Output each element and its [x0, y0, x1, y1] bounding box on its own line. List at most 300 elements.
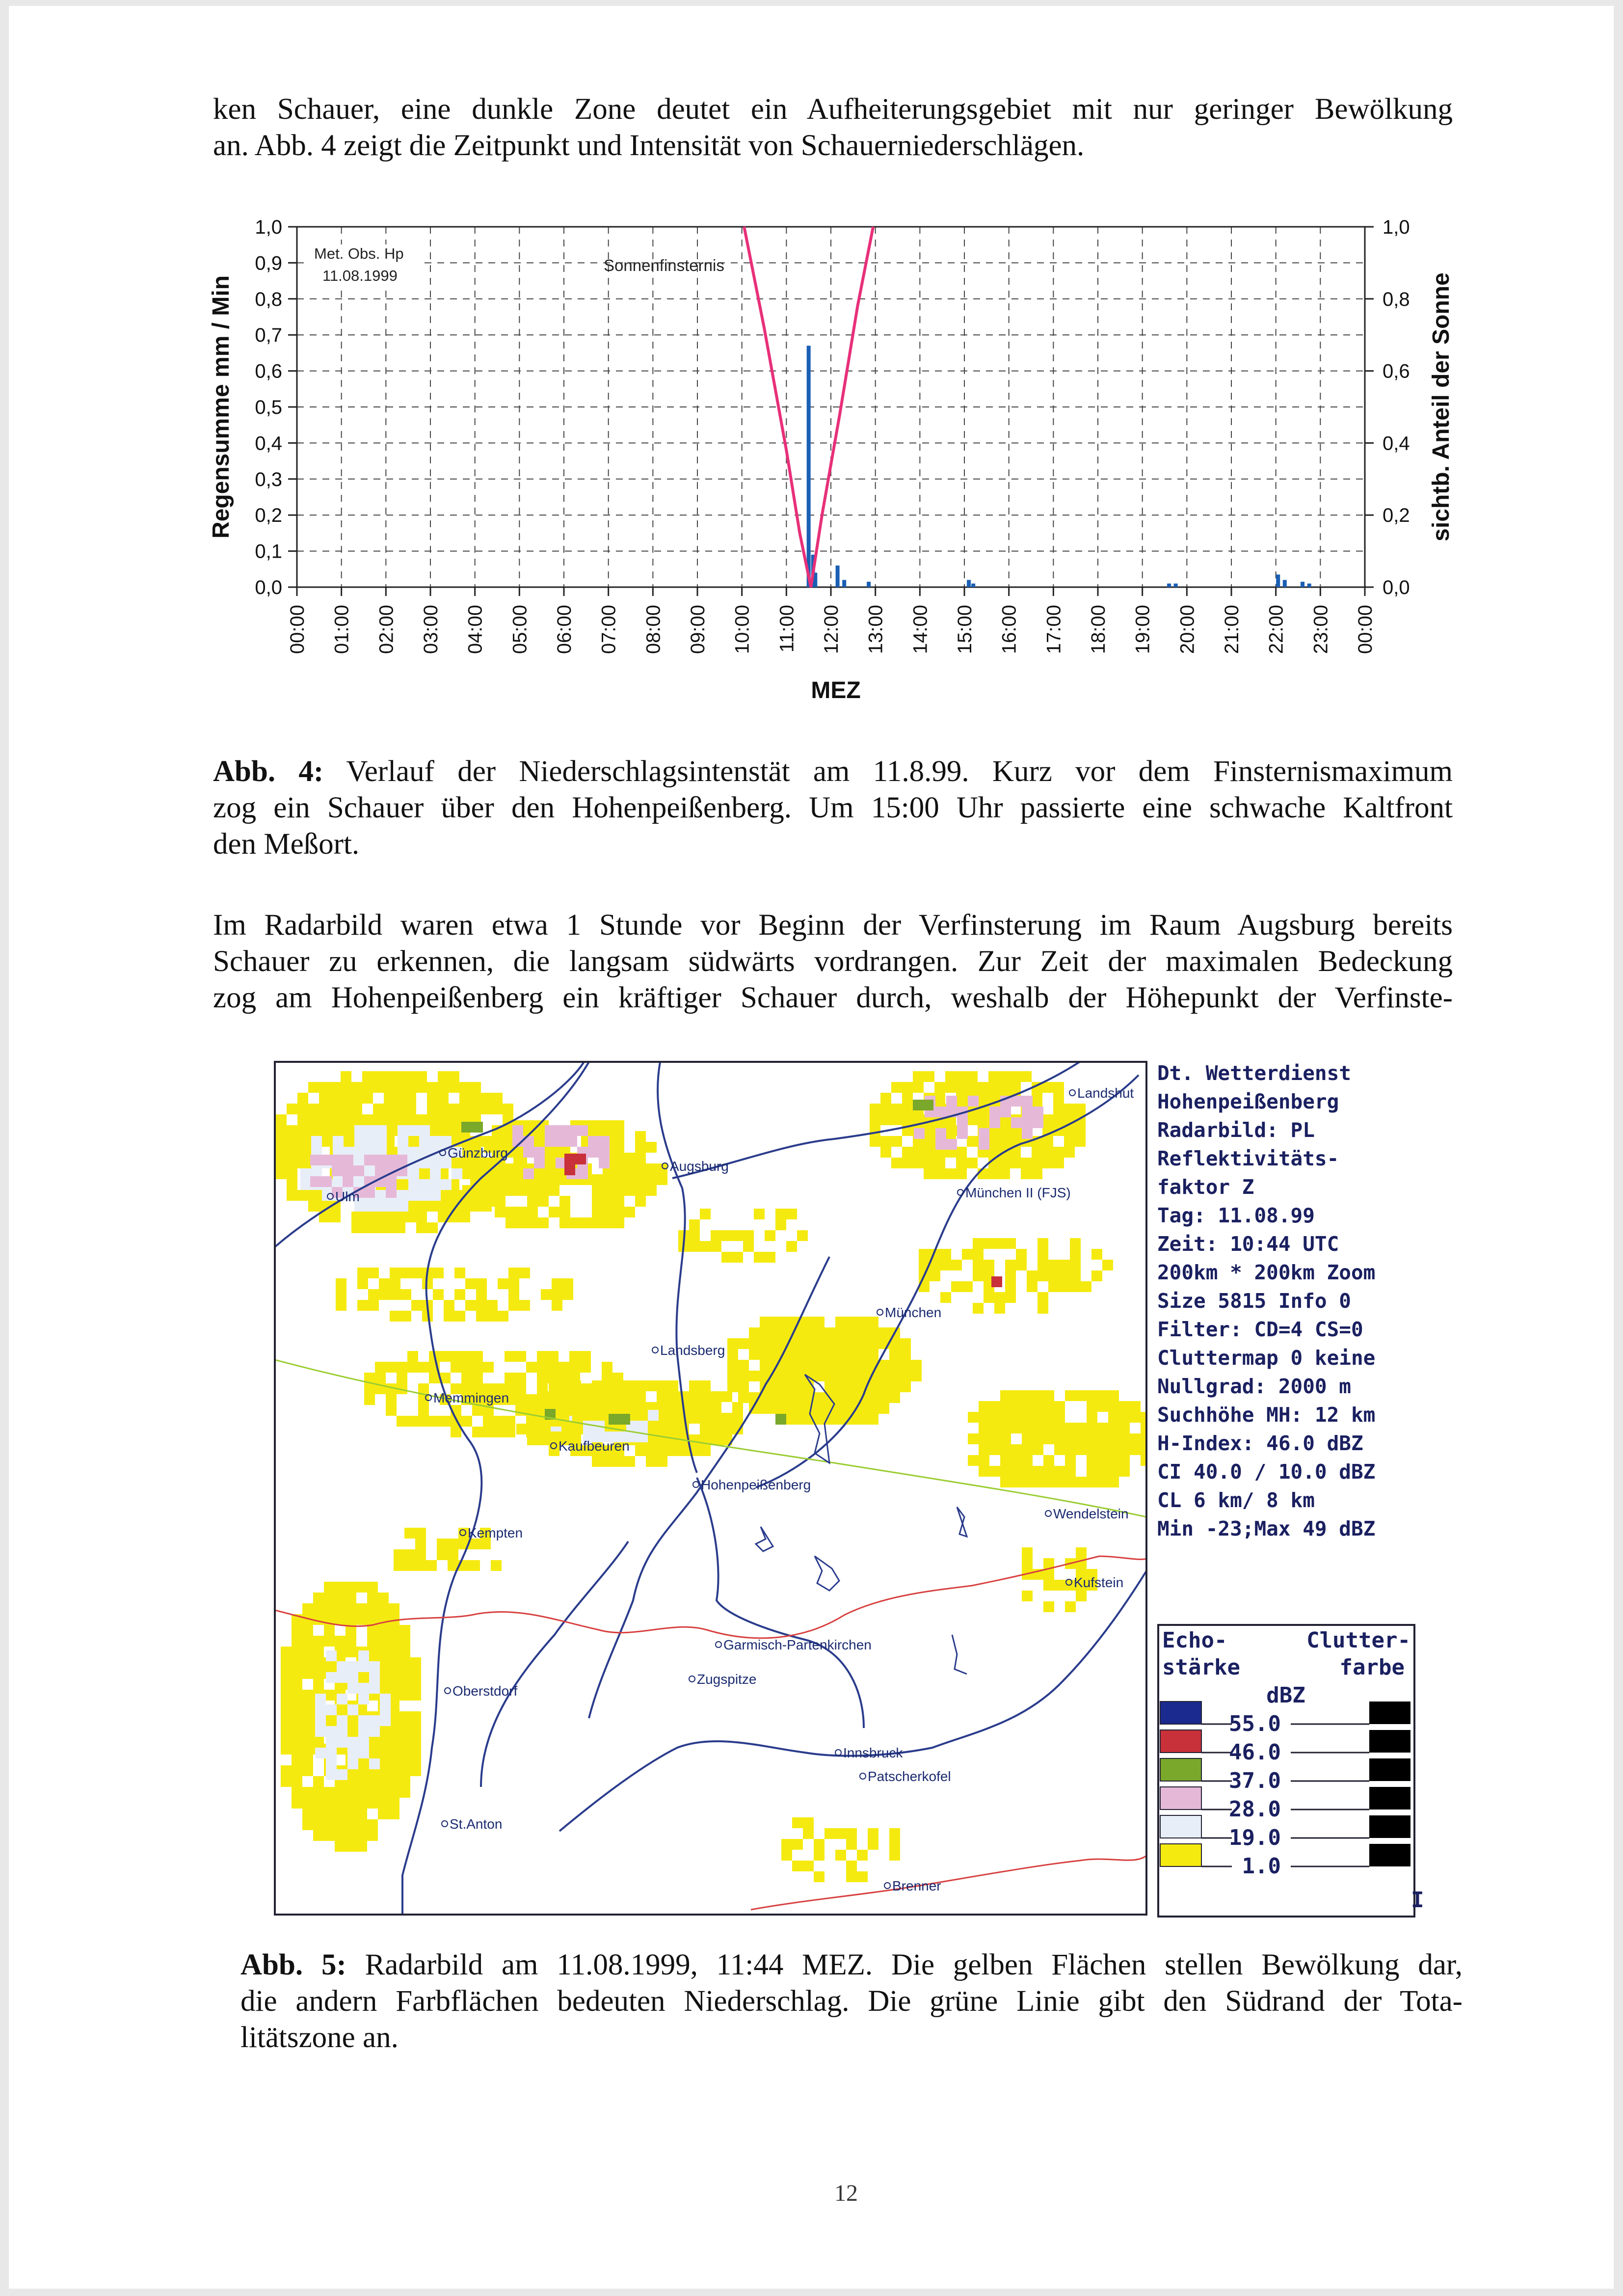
- echo-cell: [461, 1122, 472, 1133]
- echo-cell: [868, 1392, 878, 1403]
- echo-cell: [440, 1416, 451, 1427]
- echo-cell: [635, 1163, 646, 1174]
- echo-cell: [689, 1219, 700, 1230]
- echo-cell: [326, 1726, 337, 1737]
- echo-cell: [825, 1360, 835, 1371]
- echo-cell: [302, 1798, 313, 1809]
- echo-cell: [1054, 1444, 1065, 1455]
- echo-cell: [399, 1636, 410, 1647]
- echo-cell: [1010, 1071, 1021, 1082]
- echo-cell: [302, 1722, 313, 1733]
- echo-cell: [754, 1252, 765, 1263]
- info-line: faktor Z: [1157, 1175, 1254, 1199]
- echo-cell: [357, 1268, 368, 1278]
- echo-cell: [430, 1190, 441, 1201]
- echo-cell: [1043, 1412, 1054, 1423]
- echo-cell: [319, 1104, 330, 1114]
- echo-cell: [448, 1539, 458, 1549]
- echo-cell: [1087, 1444, 1097, 1455]
- echo-cell: [900, 1349, 911, 1360]
- echo-cell: [771, 1317, 781, 1327]
- echo-cell: [835, 1403, 846, 1414]
- echo-cell: [1087, 1401, 1097, 1412]
- echo-cell: [727, 1381, 738, 1392]
- echo-cell: [375, 1373, 386, 1383]
- echo-cell: [857, 1317, 868, 1327]
- echo-cell: [991, 1276, 1002, 1287]
- echo-cell: [404, 1560, 415, 1571]
- echo-cell: [1042, 1158, 1053, 1168]
- echo-cell: [527, 1196, 538, 1207]
- city-label: Landsberg: [660, 1343, 725, 1358]
- echo-cell: [461, 1416, 472, 1427]
- echo-cell: [1065, 1423, 1076, 1433]
- echo-cell: [635, 1185, 646, 1196]
- echo-cell: [978, 1093, 988, 1104]
- echo-cell: [430, 1136, 441, 1147]
- echo-cell: [738, 1338, 749, 1349]
- echo-cell: [1000, 1107, 1011, 1117]
- echo-cell: [389, 1755, 399, 1765]
- echo-cell: [891, 1136, 902, 1147]
- echo-cell: [878, 1392, 889, 1403]
- echo-cell: [367, 1787, 378, 1798]
- echo-cell: [792, 1414, 803, 1425]
- echo-cell: [356, 1841, 367, 1852]
- echo-cell: [870, 1104, 880, 1114]
- echo-cell: [346, 1614, 356, 1625]
- echo-cell: [492, 1093, 503, 1104]
- echo-cell: [302, 1701, 313, 1711]
- echo-cell: [667, 1445, 678, 1456]
- echo-cell: [389, 1647, 399, 1657]
- radar-info-block: [1157, 1061, 1375, 1540]
- echo-cell: [580, 1405, 591, 1416]
- echo-cell: [481, 1093, 492, 1104]
- echo-cell: [911, 1371, 922, 1381]
- echo-cell: [1022, 1128, 1033, 1139]
- echo-cell: [1059, 1260, 1070, 1270]
- echo-cell: [386, 1187, 397, 1198]
- echo-cell: [319, 1125, 330, 1136]
- echo-cell: [711, 1402, 721, 1413]
- echo-cell: [527, 1207, 538, 1217]
- echo-cell: [395, 1093, 405, 1104]
- echo-cell: [979, 1128, 989, 1139]
- echo-cell: [781, 1317, 792, 1327]
- echo-cell: [534, 1147, 545, 1158]
- echo-cell: [324, 1625, 335, 1636]
- echo-cell: [760, 1349, 771, 1360]
- echo-cell: [911, 1360, 922, 1371]
- echo-cell: [994, 1292, 1005, 1303]
- echo-cell: [612, 1383, 623, 1394]
- echo-cell: [405, 1071, 416, 1082]
- echo-cell: [302, 1787, 313, 1798]
- echo-cell: [526, 1427, 537, 1437]
- echo-cell: [508, 1289, 519, 1300]
- echo-cell: [825, 1349, 835, 1360]
- echo-cell: [889, 1381, 900, 1392]
- echo-cell: [335, 1798, 346, 1809]
- echo-cell: [378, 1593, 389, 1603]
- echo-cell: [302, 1819, 313, 1830]
- echo-cell: [924, 1125, 934, 1136]
- echo-cell: [358, 1748, 369, 1758]
- echo-cell: [635, 1174, 646, 1185]
- echo-cell: [454, 1268, 465, 1278]
- echo-cell: [386, 1155, 397, 1165]
- echo-cell: [297, 1158, 308, 1168]
- echo-cell: [281, 1668, 292, 1679]
- echo-cell: [358, 1650, 369, 1661]
- echo-cell: [575, 1154, 586, 1164]
- echo-cell: [427, 1104, 438, 1114]
- echo-cell: [803, 1861, 814, 1871]
- echo-cell: [365, 1201, 376, 1212]
- echo-cell: [613, 1207, 624, 1217]
- echo-cell: [384, 1104, 395, 1114]
- echo-cell: [603, 1185, 613, 1196]
- x-tick-label: 13:00: [865, 605, 887, 654]
- echo-cell: [646, 1174, 657, 1185]
- echo-cell: [441, 1179, 452, 1190]
- echo-cell: [292, 1690, 302, 1701]
- clutter-swatch: [1369, 1730, 1410, 1753]
- echo-cell: [1054, 1466, 1065, 1477]
- echo-cell: [956, 1168, 967, 1179]
- echo-cell: [369, 1758, 380, 1769]
- echo-cell: [276, 1136, 287, 1147]
- echo-cell: [689, 1391, 700, 1402]
- echo-cell: [646, 1456, 657, 1467]
- echo-cell: [287, 1168, 297, 1179]
- echo-cell: [390, 1311, 400, 1322]
- echo-cell: [433, 1268, 444, 1278]
- x-tick-label: 04:00: [464, 605, 486, 654]
- echo-cell: [335, 1787, 346, 1798]
- echo-cell: [1119, 1455, 1130, 1466]
- echo-cell: [373, 1114, 384, 1125]
- echo-cell: [356, 1614, 367, 1625]
- echo-cell: [989, 1401, 1000, 1412]
- echo-cell: [1087, 1412, 1097, 1423]
- echo-cell: [1119, 1433, 1130, 1444]
- echo-cell: [602, 1383, 612, 1394]
- echo-cell: [397, 1416, 407, 1427]
- echo-cell: [857, 1338, 868, 1349]
- echo-cell: [364, 1383, 375, 1394]
- echo-cell: [989, 1412, 1000, 1423]
- echo-cell: [376, 1190, 387, 1201]
- echo-cell: [399, 1765, 410, 1776]
- echo-cell: [379, 1278, 390, 1289]
- echo-cell: [1097, 1423, 1108, 1433]
- echo-cell: [1087, 1477, 1097, 1487]
- clutter-swatch: [1369, 1758, 1410, 1781]
- echo-cell: [988, 1168, 999, 1179]
- echo-cell: [315, 1726, 326, 1737]
- echo-cell: [765, 1252, 775, 1263]
- echo-cell: [341, 1093, 351, 1104]
- echo-cell: [880, 1104, 891, 1114]
- echo-cell: [623, 1394, 634, 1405]
- echo-cell: [483, 1416, 494, 1427]
- echo-cell: [994, 1238, 1005, 1249]
- echo-cell: [407, 1351, 418, 1362]
- echo-cell: [362, 1093, 373, 1104]
- echo-cell: [1108, 1444, 1119, 1455]
- echo-cell: [667, 1413, 678, 1424]
- echo-cell: [506, 1163, 516, 1174]
- echo-cell: [506, 1185, 516, 1196]
- echo-cell: [410, 1722, 421, 1733]
- echo-cell: [552, 1300, 562, 1311]
- echo-cell: [792, 1360, 803, 1371]
- echo-cell: [1048, 1270, 1059, 1281]
- echo-cell: [868, 1403, 878, 1414]
- echo-cell: [957, 1128, 968, 1139]
- echo-cell: [967, 1082, 978, 1093]
- echo-cell: [775, 1209, 786, 1219]
- echo-cell: [973, 1270, 984, 1281]
- echo-cell: [353, 1165, 364, 1176]
- echo-cell: [410, 1690, 421, 1701]
- fig5-caption: [240, 1947, 1463, 2056]
- echo-cell: [624, 1153, 635, 1163]
- echo-cell: [846, 1327, 857, 1338]
- echo-cell: [878, 1327, 889, 1338]
- echo-cell: [814, 1414, 825, 1425]
- x-tick-label: 07:00: [598, 605, 620, 654]
- echo-cell: [902, 1082, 913, 1093]
- echo-cell: [803, 1349, 814, 1360]
- echo-cell: [416, 1201, 427, 1212]
- caption-line: litätszone an.: [240, 2021, 399, 2054]
- echo-cell: [357, 1300, 368, 1311]
- echo-cell: [308, 1082, 319, 1093]
- echo-cell: [951, 1260, 962, 1270]
- echo-cell: [292, 1668, 302, 1679]
- echo-cell: [1108, 1433, 1119, 1444]
- echo-cell: [343, 1165, 353, 1176]
- city-label: Garmisch-Partenkirchen: [723, 1637, 872, 1652]
- echo-cell: [367, 1798, 378, 1809]
- echo-cell: [276, 1125, 287, 1136]
- echo-cell: [416, 1114, 427, 1125]
- echo-cell: [311, 1136, 322, 1147]
- echo-cell: [410, 1744, 421, 1755]
- echo-cell: [1032, 1168, 1042, 1179]
- echo-cell: [1033, 1444, 1043, 1455]
- echo-cell: [358, 1694, 369, 1704]
- echo-cell: [711, 1391, 721, 1402]
- echo-cell: [1022, 1466, 1033, 1477]
- x-tick-label: 00:00: [1355, 605, 1376, 654]
- echo-cell: [438, 1104, 449, 1114]
- echo-cell: [426, 1560, 437, 1571]
- echo-swatch: [1160, 1815, 1201, 1838]
- echo-cell: [1011, 1444, 1022, 1455]
- echo-cell: [378, 1625, 389, 1636]
- echo-cell: [635, 1153, 646, 1163]
- echo-cell: [559, 1373, 569, 1383]
- echo-cell: [324, 1582, 335, 1593]
- echo-cell: [405, 1114, 416, 1125]
- echo-cell: [308, 1190, 319, 1201]
- echo-cell: [1108, 1466, 1119, 1477]
- echo-cell: [1053, 1114, 1064, 1125]
- echo-cell: [335, 1614, 346, 1625]
- echo-cell: [1033, 1433, 1043, 1444]
- echo-cell: [760, 1317, 771, 1327]
- echo-cell: [902, 1093, 913, 1104]
- echo-cell: [397, 1362, 407, 1373]
- echo-cell: [1038, 1303, 1048, 1314]
- echo-cell: [1005, 1281, 1016, 1292]
- echo-cell: [984, 1292, 994, 1303]
- echo-cell: [415, 1549, 426, 1560]
- x-tick-label: 19:00: [1132, 605, 1154, 654]
- echo-cell: [313, 1647, 324, 1657]
- city-label: Kempten: [468, 1525, 523, 1540]
- echo-cell: [999, 1136, 1010, 1147]
- echo-cell: [399, 1733, 410, 1744]
- echo-cell: [1011, 1401, 1022, 1412]
- echo-cell: [1011, 1477, 1022, 1487]
- echo-cell: [461, 1351, 472, 1362]
- echo-cell: [537, 1373, 548, 1383]
- echo-cell: [354, 1147, 365, 1158]
- echo-cell: [835, 1392, 846, 1403]
- echo-cell: [580, 1351, 591, 1362]
- echo-cell: [302, 1809, 313, 1819]
- echo-cell: [635, 1380, 646, 1391]
- echo-cell: [989, 1444, 1000, 1455]
- echo-cell: [754, 1209, 765, 1219]
- echo-cell: [667, 1380, 678, 1391]
- echo-cell: [900, 1360, 911, 1371]
- echo-cell: [857, 1414, 868, 1425]
- echo-cell: [868, 1338, 878, 1349]
- legend-header: stärke: [1162, 1655, 1240, 1680]
- echo-cell: [419, 1190, 430, 1201]
- echo-cell: [404, 1549, 415, 1560]
- echo-swatch: [1160, 1730, 1201, 1753]
- city-label: Innsbruck: [843, 1745, 903, 1760]
- city-label: Zugspitze: [697, 1672, 757, 1687]
- echo-cell: [373, 1082, 384, 1093]
- echo-cell: [362, 1212, 373, 1222]
- echo-cell: [399, 1690, 410, 1701]
- echo-cell: [1021, 1071, 1032, 1082]
- echo-cell: [1038, 1292, 1048, 1303]
- echo-cell: [999, 1158, 1010, 1168]
- echo-cell: [418, 1394, 429, 1405]
- echo-cell: [375, 1165, 386, 1176]
- echo-cell: [346, 1636, 356, 1647]
- echo-cell: [1053, 1158, 1064, 1168]
- echo-cell: [988, 1071, 999, 1082]
- y-tick-label: 1,0: [255, 216, 282, 238]
- echo-cell: [602, 1394, 612, 1405]
- echo-cell: [814, 1317, 825, 1327]
- echo-cell: [437, 1549, 448, 1560]
- echo-cell: [454, 1311, 465, 1322]
- echo-cell: [727, 1371, 738, 1381]
- echo-cell: [430, 1179, 441, 1190]
- echo-cell: [427, 1114, 438, 1125]
- echo-cell: [378, 1636, 389, 1647]
- x-tick-label: 03:00: [420, 605, 442, 654]
- info-line: Reflektivitäts-: [1157, 1147, 1339, 1170]
- echo-cell: [378, 1787, 389, 1798]
- echo-cell: [846, 1371, 857, 1381]
- echo-cell: [346, 1647, 356, 1657]
- echo-cell: [727, 1349, 738, 1360]
- echo-cell: [732, 1252, 743, 1263]
- echo-cell: [1010, 1082, 1021, 1093]
- info-line: Cluttermap 0 keine: [1157, 1346, 1376, 1370]
- echo-cell: [390, 1289, 400, 1300]
- echo-cell: [825, 1338, 835, 1349]
- echo-cell: [459, 1093, 470, 1104]
- echo-cell: [281, 1690, 292, 1701]
- echo-cell: [592, 1185, 603, 1196]
- echo-cell: [398, 1125, 408, 1136]
- echo-cell: [324, 1819, 335, 1830]
- echo-cell: [415, 1560, 426, 1571]
- echo-cell: [1033, 1390, 1043, 1401]
- echo-cell: [1048, 1260, 1059, 1270]
- echo-cell: [1064, 1136, 1075, 1147]
- echo-cell: [405, 1212, 416, 1222]
- echo-cell: [889, 1371, 900, 1381]
- echo-cell: [369, 1683, 380, 1694]
- echo-cell: [1043, 1601, 1054, 1612]
- y2-tick-label: 0,4: [1383, 432, 1410, 455]
- echo-cell: [814, 1871, 825, 1882]
- echo-cell: [358, 1661, 369, 1672]
- echo-cell: [857, 1327, 868, 1338]
- city-label: Günzburg: [448, 1145, 508, 1161]
- echo-cell: [310, 1155, 321, 1165]
- echo-cell: [1005, 1270, 1016, 1281]
- echo-cell: [330, 1212, 341, 1222]
- echo-cell: [461, 1373, 472, 1383]
- echo-cell: [689, 1413, 700, 1424]
- x-tick-label: 12:00: [821, 605, 842, 654]
- echo-cell: [603, 1207, 613, 1217]
- echo-cell: [619, 1414, 630, 1425]
- echo-cell: [515, 1383, 526, 1394]
- info-line: Tag: 11.08.99: [1157, 1204, 1315, 1227]
- echo-cell: [354, 1125, 365, 1136]
- city-label: Kaufbeuren: [559, 1438, 630, 1454]
- echo-cell: [1097, 1401, 1108, 1412]
- echo-cell: [878, 1381, 889, 1392]
- echo-cell: [297, 1136, 308, 1147]
- echo-cell: [999, 1071, 1010, 1082]
- echo-cell: [389, 1636, 399, 1647]
- echo-cell: [515, 1351, 526, 1362]
- echo-cell: [444, 1300, 454, 1311]
- echo-cell: [891, 1104, 902, 1114]
- echo-cell: [515, 1373, 526, 1383]
- echo-cell: [1043, 1466, 1054, 1477]
- echo-cell: [444, 1311, 454, 1322]
- echo-cell: [292, 1765, 302, 1776]
